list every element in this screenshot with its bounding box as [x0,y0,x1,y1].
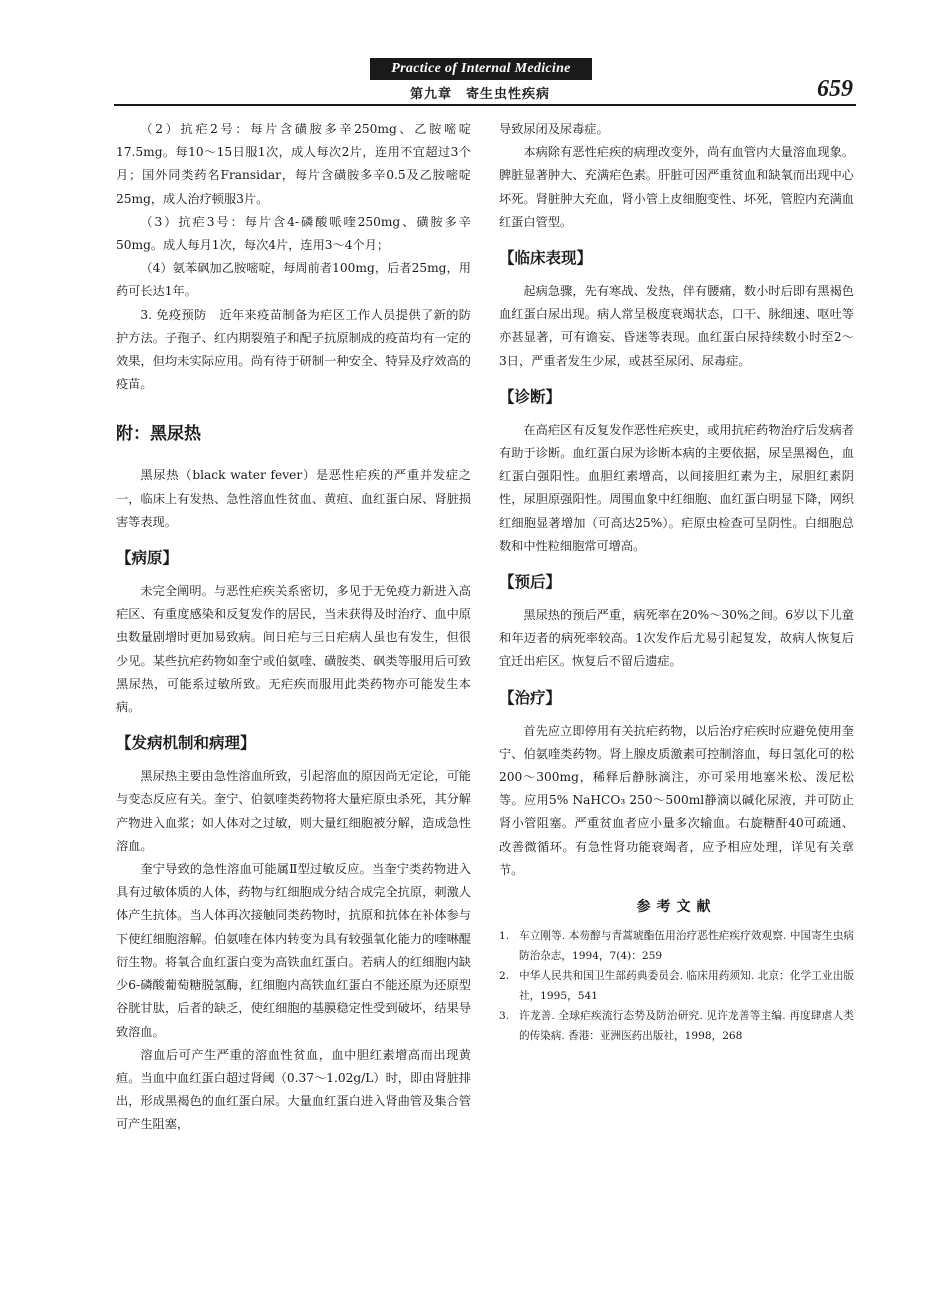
paragraph: 奎宁导致的急性溶血可能属Ⅱ型过敏反应。当奎宁类药物进入具有过敏体质的人体，药物与红细胞成分结合成完全抗原，刺激人体产生抗体。当人体再次接触同类药物时，抗原和抗体在补体参与下使红细胞溶解。伯氨喹在体内转变为具有较强氧化能力的喹啉醌衍生物。将氧合血红蛋白变为高铁血红蛋白。若病人的红细胞内缺少6-磷酸葡萄糖脱氢酶，红细胞内高铁血红蛋白不能还原为还原型谷胱甘肽，后者的缺乏，使红细胞的基膜稳定性受到破坏，结果导致溶血。 [116,862,471,1039]
section-title-diagnosis: 【诊断】 [499,387,562,406]
reference-number: 3. [499,1010,510,1023]
paragraph: 导致尿闭及尿毒症。 [499,122,609,136]
paragraph: 黑尿热的预后严重，病死率在20%～30%之间。6岁以下儿童和年迈者的病死率较高。1次发作后尤易引起复发，故病人恢复后宜迁出疟区。恢复后不留后遗症。 [499,608,854,669]
paragraph: 3. 免疫预防 近年来疫苗制备为疟区工作人员提供了新的防护方法。子孢子、红内期裂殖子和配子抗原制成的疫苗均有一定的效果，但均未实际应用。尚有待于研制一种安全、特异及疗效高的疫苗。 [116,307,471,392]
section-title-mechanism: 【发病机制和病理】 [116,734,256,753]
section-title-etiology: 【病原】 [116,549,179,568]
reference-text: 车立刚等. 本芴醇与青蒿琥酯伍用治疗恶性疟疾疗效观察. 中国寄生虫病防治杂志，1994，7(4)：259 [519,930,854,963]
paragraph: 在高疟区有反复发作恶性疟疾史，或用抗疟药物治疗后发病者有助于诊断。血红蛋白尿为诊断本病的主要依据，尿呈黑褐色，血红蛋白强阳性。血胆红素增高，以间接胆红素为主，尿胆红素阴性，尿胆原强阳性。周围血象中红细胞、血红蛋白明显下降，网织红细胞显著增加（可高达25%）。疟原虫检查可呈阴性。白细胞总数和中性粒细胞常可增高。 [499,422,854,553]
paragraph: 首先应立即停用有关抗疟药物，以后治疗疟疾时应避免使用奎宁、伯氨喹类药物。肾上腺皮质激素可控制溶血，每日氢化可的松200～300mg，稀释后静脉滴注，亦可采用地塞米松、泼尼松等。应用5% NaHCO₃ 250～500ml静滴以碱化尿液，并可防止肾小管阻塞。严重贫血者应小量多次输血。右旋糖酐40可疏通、改善微循环。有急性肾功能衰竭者，应予相应处理，详见有关章节。 [499,723,854,877]
journal-title: Practice of Internal Medicine [391,61,571,76]
references-list [499,926,854,1046]
paragraph: 未完全阐明。与恶性疟疾关系密切，多见于无免疫力新进入高疟区、有重度感染和反复发作的居民，当未获得及时治疗、血中原虫数量剧增时更加易致病。间日疟与三日疟病人虽也有发生，但很少见。某些抗疟药物如奎宁或伯氨喹、磺胺类、砜类等服用后可致黑尿热，可能系过敏所致。无疟疾而服用此类药物亦可能发生本病。 [116,584,471,715]
reference-text: 许龙善. 全球疟疾流行态势及防治研究. 见许龙善等主编. 再度肆虐人类的传染病. 香港：亚洲医药出版社，1998，268 [519,1010,854,1043]
paragraph: 黑尿热（black water fever）是恶性疟疾的严重并发症之一，临床上有发热、急性溶血性贫血、黄疸、血红蛋白尿、肾脏损害等表现。 [116,468,471,529]
paragraph: 黑尿热主要由急性溶血所致，引起溶血的原因尚无定论，可能与变态反应有关。奎宁、伯氨喹类药物将大量疟原虫杀死，其分解产物进入血浆；如人体对之过敏，则大量红细胞被分解，造成急性溶血。 [116,769,471,853]
paragraph: （4）氨苯砜加乙胺嘧啶，每周前者100mg，后者25mg，用药可长达1年。 [116,261,471,299]
journal-title-band [370,58,592,80]
reference-number: 2. [499,970,510,983]
reference-item [499,926,854,966]
reference-item [499,1006,854,1046]
chapter-title: 第九章 寄生虫性疾病 [410,87,551,102]
section-title-prognosis: 【预后】 [499,573,562,592]
paragraph: （3）抗疟3号：每片含4-磷酸哌喹250mg、磺胺多辛50mg。成人每月1次，每次4片，连用3～4个月； [116,214,471,253]
paragraph: 起病急骤，先有寒战、发热，伴有腰痛，数小时后即有黑褐色血红蛋白尿出现。病人常呈极度衰竭状态，口干、脉细速、呕吐等亦甚显著，可有谵妄、昏迷等表现。血红蛋白尿持续数小时至2～3日，严重者发生少尿，或甚至尿闭、尿毒症。 [499,284,854,368]
reference-text: 中华人民共和国卫生部药典委员会. 临床用药须知. 北京：化学工业出版社，1995，541 [519,970,854,1003]
header-rule [114,104,856,106]
section-title-clinical: 【临床表现】 [499,249,593,268]
reference-number: 1. [499,930,510,943]
right-column [499,118,854,1046]
left-column [116,118,471,1137]
paragraph: 本病除有恶性疟疾的病理改变外，尚有血管内大量溶血现象。脾脏显著肿大、充满疟色素。肝脏可因严重贫血和缺氧而出现中心坏死。肾脏肿大充血，肾小管上皮细胞变性、坏死，管腔内充满血红蛋白管型。 [499,145,854,229]
reference-item [499,966,854,1006]
paragraph: 溶血后可产生严重的溶血性贫血，血中胆红素增高而出现黄疸。当血中血红蛋白超过肾阈（0.37～1.02g/L）时，即由肾脏排出，形成黑褐色的血红蛋白尿。大量血红蛋白进入肾曲管及集合管可产生阻塞， [116,1047,471,1132]
references-title: 参考文献 [636,899,717,916]
paragraph: （2）抗疟2号：每片含磺胺多辛250mg、乙胺嘧啶17.5mg。每10～15日服1次，成人每次2片，连用不宜超过3个月；国外同类药名Fransidar，每片含磺胺多辛0.5及乙胺嘧啶25mg，成人治疗顿服3片。 [116,122,471,206]
section-title-treatment: 【治疗】 [499,688,562,707]
appendix-title: 附：黑尿热 [116,424,201,445]
page-number: 659 [817,76,853,102]
